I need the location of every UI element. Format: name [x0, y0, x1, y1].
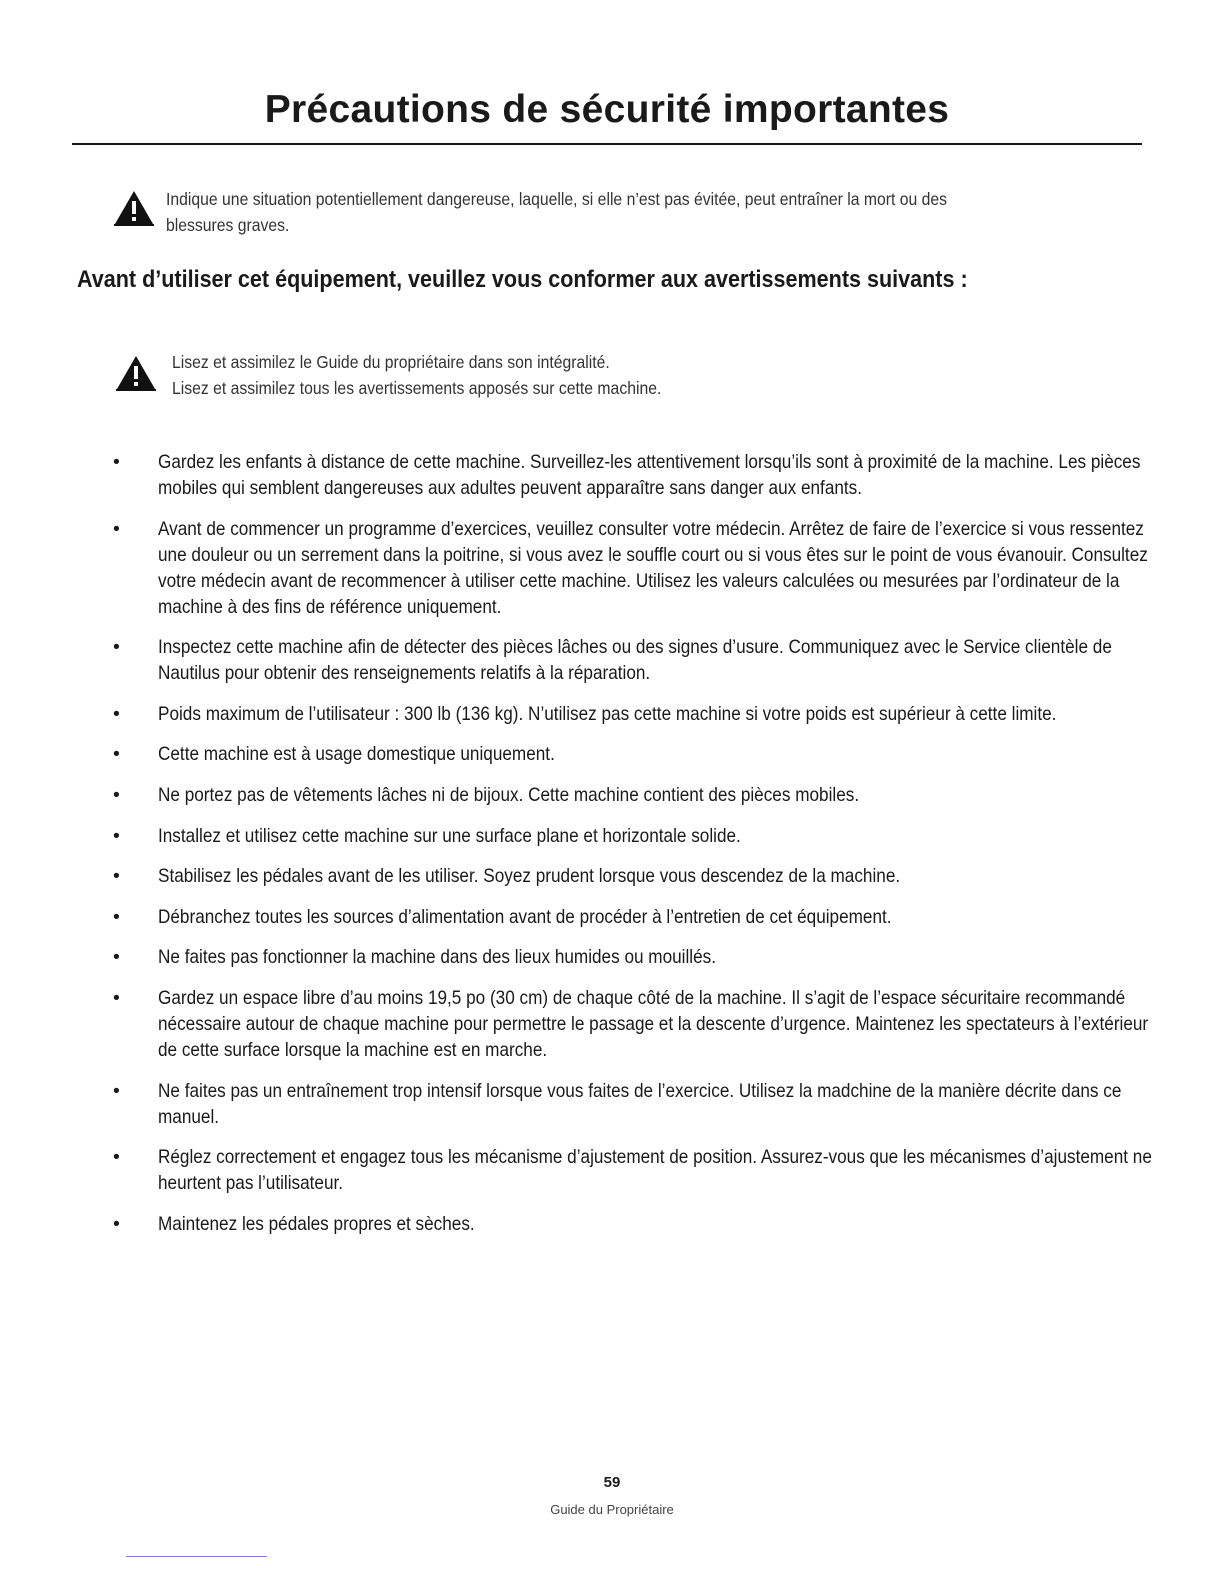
bullet-marker: • [113, 702, 120, 725]
bullet-marker: • [113, 1079, 120, 1102]
bullet-marker: • [113, 824, 120, 847]
list-item-text: Poids maximum de l’utilisateur : 300 lb (136 kg). N’utilisez pas cette machine si votre poids est supérieur à cette limite. [158, 702, 1057, 725]
list-item-text: Gardez un espace libre d’au moins 19,5 po (30 cm) de chaque côté de la machine. Il s’agit de l’espace sécuritaire recommandé nécessaire autour de chaque machine pour permettre le passage et la descente d’urgence. Maintenez les spectateurs à l’extérieur de cette surface lorsque la machine est en marche. [158, 986, 1149, 1061]
list-item-text: Installez et utilisez cette machine sur une surface plane et horizontale solide. [158, 824, 741, 847]
list-item [113, 944, 1153, 970]
list-item-text: Cette machine est à usage domestique uniquement. [158, 743, 555, 766]
bullet-marker: • [113, 517, 120, 540]
bullet-marker: • [113, 451, 120, 473]
list-item [113, 782, 1153, 808]
warning-read-line-2: Lisez et assimilez tous les avertissements apposés sur cette machine. [172, 378, 662, 398]
list-item [113, 1144, 1153, 1196]
list-item [113, 1211, 1153, 1237]
list-item-text: Avant de commencer un programme d’exercices, veuillez consulter votre médecin. Arrêtez de faire de l’exercice si vous ressentez une douleur ou un serrement dans la poitrine, si vous avez le souffle court ou si vous êtes sur le point de vous évanouir. Consultez votre médecin avant de recommencer à utiliser cette machine. Utilisez les valeurs calculées ou mesurées par l’ordinateur de la machine à des fins de référence uniquement. [158, 517, 1148, 618]
bullet-marker: • [113, 905, 120, 928]
list-item-text: Débranchez toutes les sources d’alimentation avant de procéder à l’entretien de cet équipement. [158, 905, 892, 928]
list-item-text: Réglez correctement et engagez tous les mécanisme d’ajustement de position. Assurez-vous que les mécanismes d’ajustement ne heurtent pas l’utilisateur. [158, 1146, 1152, 1195]
warning-intro-line-1: Indique une situation potentiellement dangereuse, laquelle, si elle n’est pas évitée, peut entraîner la mort ou des [166, 189, 948, 209]
title-divider [72, 143, 1142, 145]
list-item-text: Ne portez pas de vêtements lâches ni de bijoux. Cette machine contient des pièces mobiles. [158, 783, 860, 806]
list-item [113, 823, 1153, 849]
bullet-marker: • [113, 743, 120, 766]
warning-intro-line-2: blessures graves. [166, 215, 290, 235]
footer-guide-name: Guide du Propriétaire [550, 1502, 674, 1517]
bullet-marker: • [113, 946, 120, 969]
section-heading: Avant d’utiliser cet équipement, veuillez vous conformer aux avertissements suivants : [77, 266, 968, 293]
list-item-text: Ne faites pas fonctionner la machine dans des lieux humides ou mouillés. [158, 946, 717, 969]
bullet-marker: • [113, 1146, 120, 1169]
warning-read-line-1: Lisez et assimilez le Guide du propriétaire dans son intégralité. [172, 352, 610, 372]
list-item-text: Maintenez les pédales propres et sèches. [158, 1212, 475, 1235]
bullet-marker: • [113, 986, 120, 1009]
footer-divider [126, 1556, 267, 1557]
list-item [113, 985, 1153, 1063]
page-number: 59 [603, 1474, 621, 1491]
list-item-text: Inspectez cette machine afin de détecter des pièces lâches ou des signes d’usure. Communiquez avec le Service clientèle de Nautilus pour obtenir des renseignements relatifs à la réparation. [158, 636, 1112, 685]
list-item [113, 1078, 1153, 1130]
bullet-marker: • [113, 636, 120, 659]
list-item [113, 701, 1153, 727]
page-title: Précautions de sécurité importantes [264, 88, 950, 131]
list-item-text: Ne faites pas un entraînement trop intensif lorsque vous faites de l’exercice. Utilisez la madchine de la manière décrite dans ce manuel. [158, 1079, 1122, 1128]
list-item [113, 863, 1153, 889]
list-item [113, 449, 1153, 501]
bullet-marker: • [113, 1212, 120, 1235]
safety-bullet-list [113, 449, 1153, 1251]
list-item [113, 741, 1153, 767]
bullet-marker: • [113, 783, 120, 806]
list-item [113, 516, 1153, 620]
bullet-marker: • [113, 865, 120, 888]
warning-triangle-icon [114, 190, 154, 226]
list-item [113, 904, 1153, 930]
list-item [113, 634, 1153, 686]
warning-triangle-icon [116, 355, 156, 391]
list-item-text: Gardez les enfants à distance de cette machine. Surveillez-les attentivement lorsqu’ils sont à proximité de la machine. Les pièces mobiles qui semblent dangereuses aux adultes peuvent apparaître sans danger aux enfants. [158, 451, 1141, 499]
list-item-text: Stabilisez les pédales avant de les utiliser. Soyez prudent lorsque vous descendez de la machine. [158, 865, 901, 888]
